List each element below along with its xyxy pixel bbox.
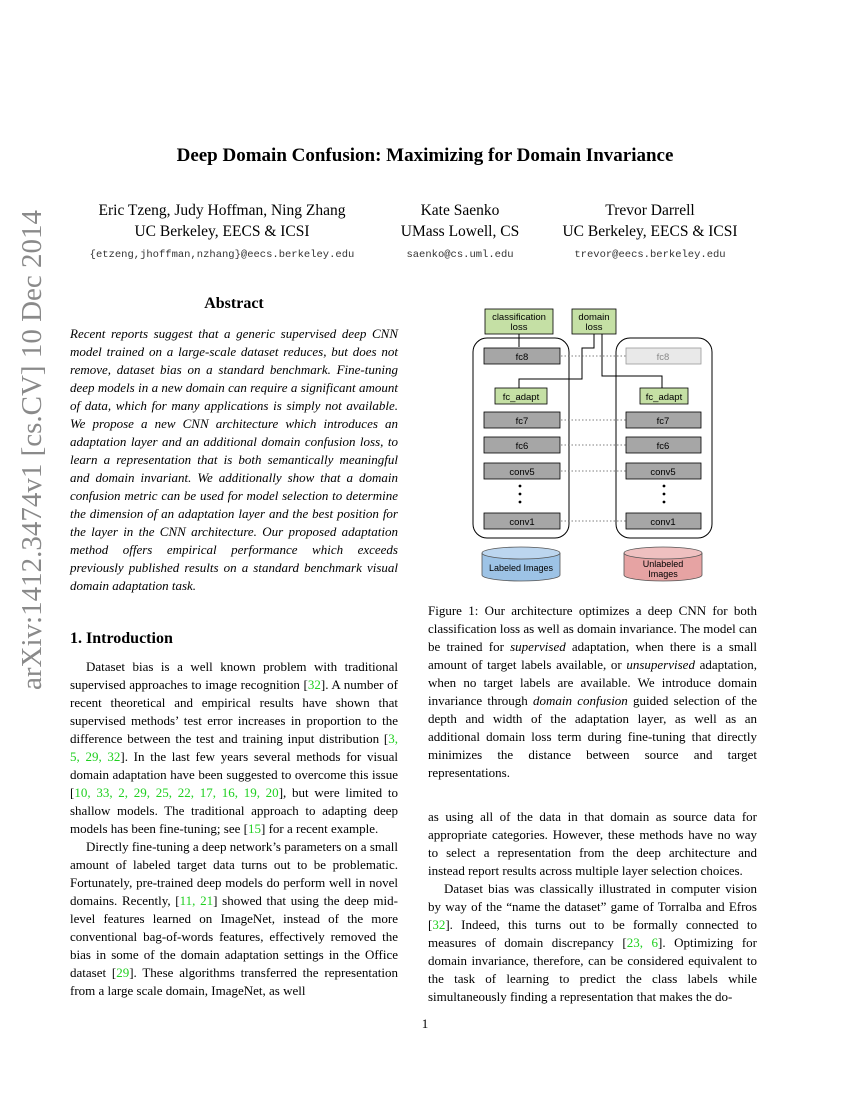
section-heading-introduction: 1. Introduction <box>70 630 173 647</box>
page-number: 1 <box>421 1016 429 1031</box>
classification-loss-label-1: classification <box>492 312 546 323</box>
ellipsis-dot <box>519 501 522 504</box>
ellipsis-dot <box>663 485 666 488</box>
layer-label: fc7 <box>515 416 529 427</box>
author-email: trevor@eecs.berkeley.edu <box>574 249 726 261</box>
layer-label: fc7 <box>656 416 670 427</box>
layer-label: fc8 <box>656 352 670 363</box>
abstract-heading: Abstract <box>204 295 264 312</box>
intro-paragraph-4: Dataset bias was classically illustrated in computer vision by way of the “name the dataset” game of Torralba and Efros [32]. Indeed, this turns out to be formally connected to measures of domain discrepancy [23, 6]. Optimizing for domain invariance, therefore, can be considered equivalent to the task of learning to predict the class labels while simultaneously finding a representation that makes the do- <box>428 881 757 1004</box>
citation-link[interactable]: 11, 21 <box>179 893 214 908</box>
unlabeled-images-cylinder-top <box>624 547 702 559</box>
citation-link[interactable]: 3, 5, 29, 32 <box>70 731 398 764</box>
labeled-images-cylinder-top <box>482 547 560 559</box>
unlabeled-images-label-1: Unlabeled <box>642 559 684 569</box>
author-names: Trevor Darrell <box>605 202 695 219</box>
classification-loss-label-2: loss <box>510 322 528 333</box>
author-names: Eric Tzeng, Judy Hoffman, Ning Zhang <box>98 202 346 219</box>
ellipsis-dot <box>519 493 522 496</box>
intro-left-column <box>70 658 398 1000</box>
author-block-3 <box>550 200 750 266</box>
ellipsis-dot <box>519 485 522 488</box>
layer-label: conv1 <box>650 517 676 528</box>
citation-link[interactable]: 32 <box>307 677 321 692</box>
author-block-2 <box>385 200 535 266</box>
author-email: {etzeng,jhoffman,nzhang}@eecs.berkeley.edu <box>89 249 355 261</box>
ellipsis-dot <box>663 501 666 504</box>
architecture-figure <box>470 305 715 590</box>
citation-link[interactable]: 23, 6 <box>626 935 658 950</box>
author-affiliation: UC Berkeley, EECS & ICSI <box>134 223 310 240</box>
intro-right-column <box>428 808 757 1006</box>
layer-label: conv5 <box>509 467 535 478</box>
author-email: saenko@cs.uml.edu <box>406 249 514 261</box>
arxiv-stamp: arXiv:1412.3474v1 [cs.CV] 10 Dec 2014 <box>16 209 48 690</box>
ellipsis-dot <box>663 493 666 496</box>
author-block-1 <box>72 200 372 266</box>
citation-link[interactable]: 32 <box>432 917 446 932</box>
labeled-images-label: Labeled Images <box>488 563 554 573</box>
layer-label: fc_adapt <box>502 392 540 403</box>
author-names: Kate Saenko <box>420 202 500 219</box>
domain-loss-label-2: loss <box>585 322 603 333</box>
citation-link[interactable]: 29 <box>116 965 130 980</box>
citation-link[interactable]: 15 <box>247 821 261 836</box>
intro-paragraph-1: Dataset bias is a well known problem with traditional supervised approaches to image recognition [32]. A number of recent theoretical and empirical results have shown that supervised methods’ test error increases in proportion to the difference between the test and training input distribution [3, 5, 29, 32]. In the last few years several methods for visual domain adaptation have been suggested to overcome this issue [10, 33, 2, 29, 25, 22, 17, 16, 19, 20], but were limited to shallow models. The traditional approach to adapting deep models has been fine-tuning; see [15] for a recent example. <box>70 659 399 836</box>
intro-paragraph-3: as using all of the data in that domain as source data for appropriate categories. However, these methods have no way to select a representation from the deep architecture and instead report results across multiple layer selection choices. <box>428 809 757 878</box>
figure-caption: Figure 1: Our architecture optimizes a deep CNN for both classification loss as well as domain invariance. The model can be trained for supervised adaptation, when there is a small amount of target labels available, or unsupervised adaptation, when no target labels are available. We introduce domain invariance through domain confusion guided selection of the depth and width of the adaptation layer, as well as an additional domain loss term during fine-tuning that directly minimizes the distance between source and target representations. <box>428 603 758 780</box>
layer-label: fc6 <box>656 441 670 452</box>
layer-label: fc6 <box>515 441 529 452</box>
layer-label: fc8 <box>515 352 529 363</box>
intro-paragraph-2: Directly fine-tuning a deep network’s parameters on a small amount of labeled target data turns out to be problematic. Fortunately, pre-trained deep models do perform well in novel domains. Recently, [11, 21] showed that using the deep mid-level features learned on ImageNet, instead of the more conventional bag-of-words features, effectively removed the bias in some of the domain adaptation settings in the Office dataset [29]. These algorithms transferred the representation from a large scale domain, ImageNet, as well <box>70 839 398 998</box>
layer-label: fc_adapt <box>645 392 683 403</box>
domain-loss-label-1: domain <box>578 312 610 323</box>
abstract-text: Recent reports suggest that a generic supervised deep CNN model trained on a large-scale dataset reduces, but does not remove, dataset bias on a standard benchmark. Fine-tuning deep models in a new domain can require a significant amount of data, which for many applications is simply not available. We propose a new CNN architecture which introduces an adaptation layer and an additional domain confusion loss, to learn a representation that is both semantically meaningful and domain invariant. We additionally show that a domain confusion metric can be used for model selection to determine the dimension of an adaptation layer and the best position for the layer in the CNN architecture. Our proposed adaptation method offers empirical performance which exceeds previously published results on a standard benchmark visual domain adaptation task. <box>70 326 398 593</box>
layer-label: conv5 <box>650 467 676 478</box>
author-affiliation: UMass Lowell, CS <box>400 223 520 240</box>
paper-title: Deep Domain Confusion: Maximizing for Domain Invariance <box>176 145 674 166</box>
author-affiliation: UC Berkeley, EECS & ICSI <box>562 223 738 240</box>
citation-link[interactable]: 10, 33, 2, 29, 25, 22, 17, 16, 19, 20 <box>74 785 279 800</box>
unlabeled-images-label-2: Images <box>648 569 678 579</box>
layer-label: conv1 <box>509 517 535 528</box>
